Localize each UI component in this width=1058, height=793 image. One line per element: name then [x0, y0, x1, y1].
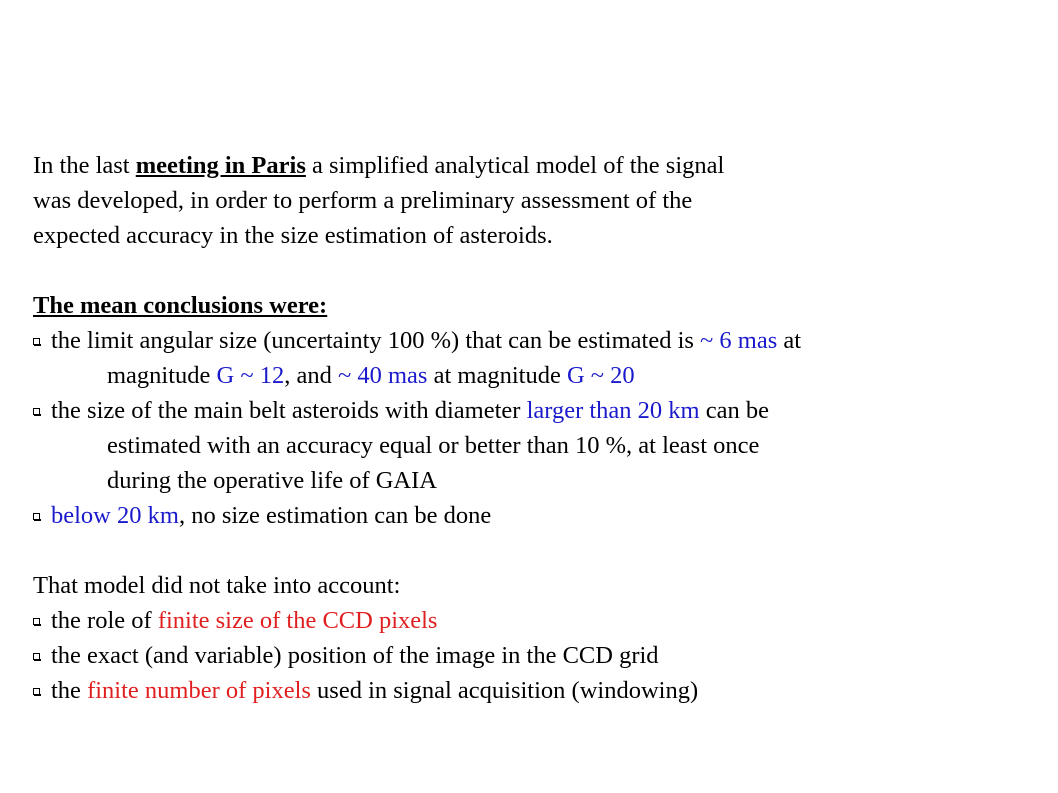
conclusion-bullet-1 [33, 323, 1043, 358]
limitation-bullet-2 [33, 638, 1043, 673]
bullet-text: the role of [51, 607, 158, 634]
intro-text: In the last [33, 152, 136, 179]
intro-text: a simplified analytical model of the signal [305, 152, 725, 179]
conclusions-heading: The mean conclusions were: [33, 292, 328, 319]
bullet-text: at [777, 327, 802, 354]
square-bullet-icon [33, 653, 40, 660]
conclusion-bullet-3 [33, 498, 1043, 533]
intro-line-2: was developed, in order to perform a preliminary assessment of the [33, 187, 693, 214]
square-bullet-icon [33, 338, 40, 345]
bullet-text: used in signal acquisition (windowing) [310, 677, 699, 704]
square-bullet-icon [33, 408, 40, 415]
bullet-text: the exact (and variable) position of the image in the CCD grid [51, 642, 659, 669]
spacer [33, 253, 1043, 288]
highlight-value: ~ 40 mas [338, 362, 428, 389]
highlight-value: below 20 km [51, 502, 179, 529]
conclusion-bullet-2-cont: during the operative life of GAIA [107, 467, 437, 494]
highlight-red: finite size of the CCD pixels [157, 607, 438, 634]
conclusion-bullet-2 [33, 393, 1043, 428]
bullet-text: magnitude [107, 362, 217, 389]
highlight-red: finite number of pixels [87, 677, 311, 704]
bullet-text: the size of the main belt asteroids with diameter [51, 397, 527, 424]
conclusion-bullet-2-cont: estimated with an accuracy equal or better than 10 %, at least once [107, 432, 760, 459]
bullet-text: the limit angular size (uncertainty 100 %) that can be estimated is [51, 327, 701, 354]
conclusion-bullet-1-cont [33, 358, 1043, 393]
highlight-value: G ~ 12 [216, 362, 285, 389]
bullet-text: , and [284, 362, 338, 389]
highlight-value: G ~ 20 [566, 362, 635, 389]
square-bullet-icon [33, 618, 40, 625]
intro-line-1 [33, 148, 1043, 183]
slide-content [33, 148, 1043, 708]
bullet-text: can be [699, 397, 769, 424]
highlight-value: ~ 6 mas [700, 327, 778, 354]
limitation-bullet-3 [33, 673, 1043, 708]
square-bullet-icon [33, 513, 40, 520]
bullet-text: the [51, 677, 88, 704]
limitations-heading: That model did not take into account: [33, 572, 401, 599]
bullet-text: at magnitude [427, 362, 567, 389]
square-bullet-icon [33, 688, 40, 695]
highlight-value: larger than 20 km [526, 397, 700, 424]
bullet-text: , no size estimation can be done [178, 502, 492, 529]
spacer [33, 533, 1043, 568]
limitation-bullet-1 [33, 603, 1043, 638]
meeting-link[interactable]: meeting in Paris [135, 152, 306, 179]
intro-line-3: expected accuracy in the size estimation of asteroids. [33, 222, 553, 249]
